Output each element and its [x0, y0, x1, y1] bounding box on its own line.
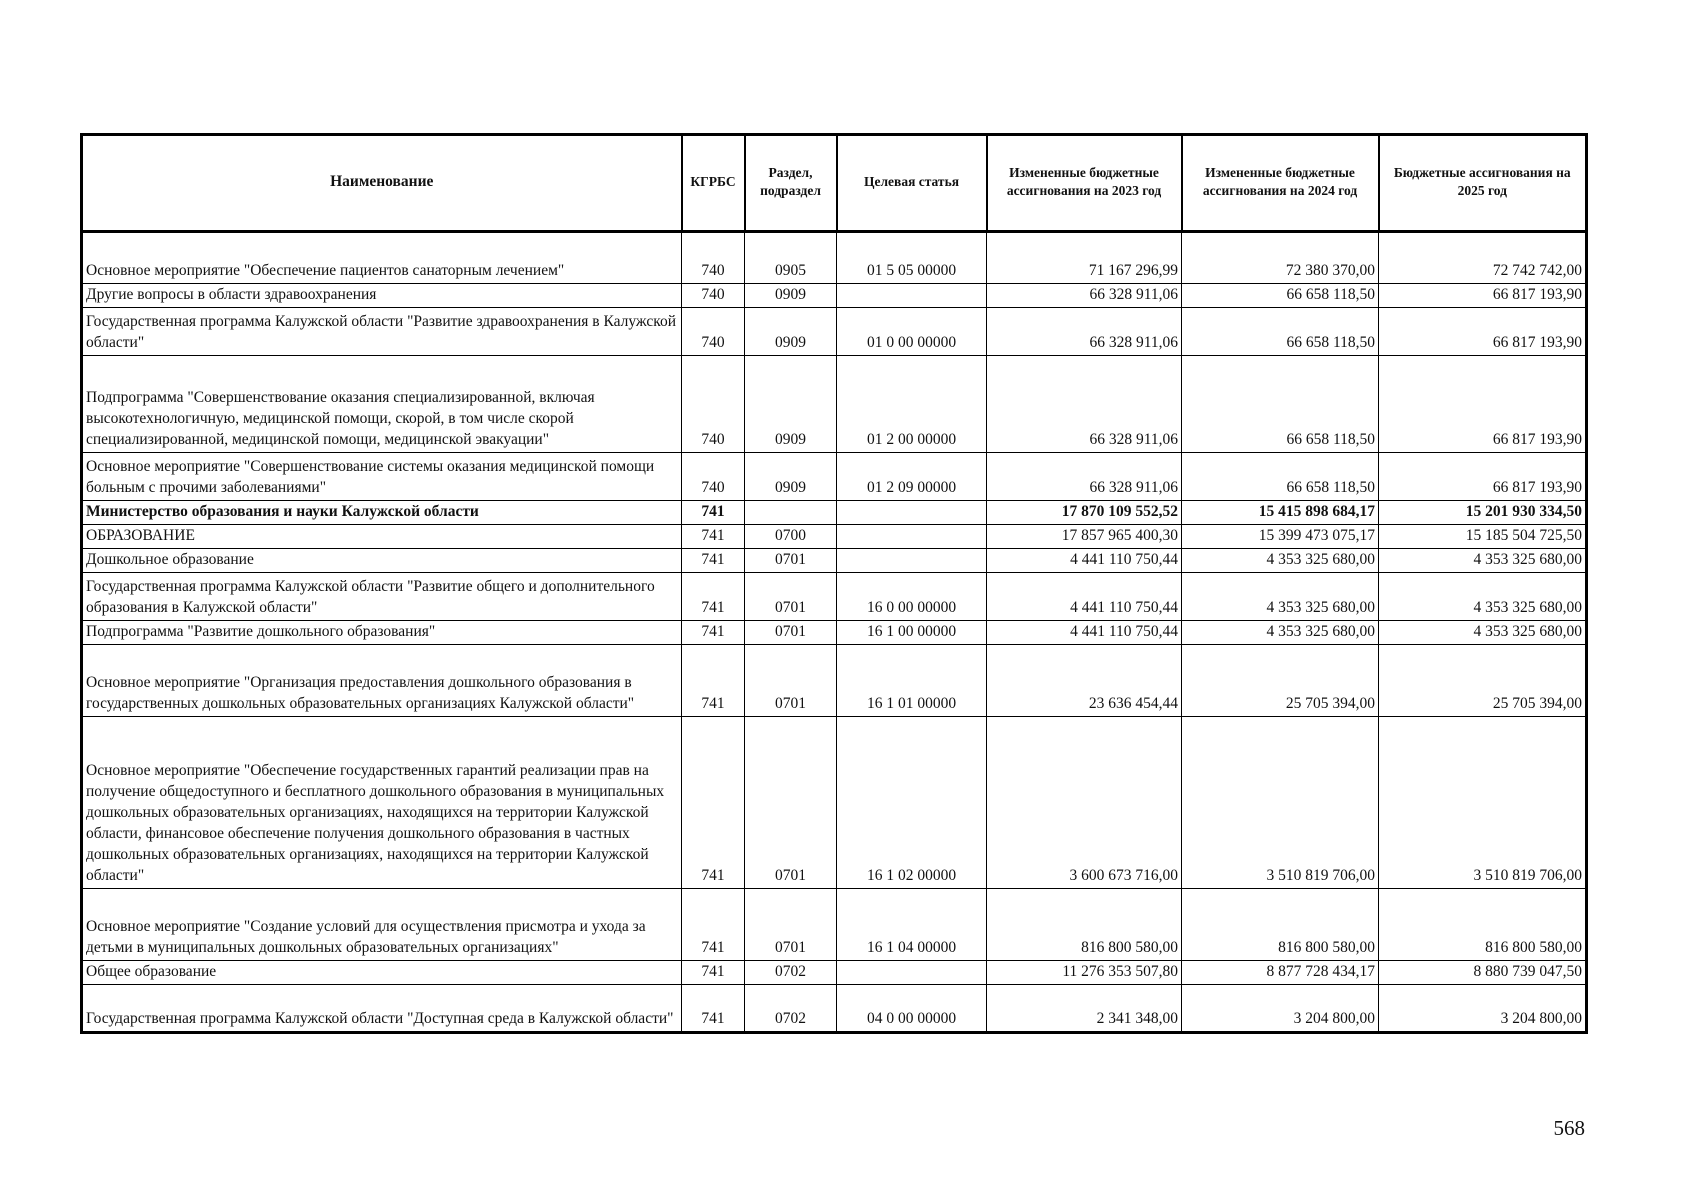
row-name: Государственная программа Калужской области "Развитие здравоохранения в Калужской области" [82, 308, 682, 356]
row-name: Основное мероприятие "Создание условий для осуществления присмотра и ухода за детьми в муниципальных дошкольных образовательных организациях" [82, 889, 682, 961]
row-2024: 66 658 118,50 [1182, 453, 1379, 501]
table-row [82, 621, 1587, 645]
row-kgrbs: 740 [682, 453, 745, 501]
row-2023: 4 441 110 750,44 [987, 621, 1182, 645]
row-2023: 66 328 911,06 [987, 356, 1182, 453]
row-2025: 3 204 800,00 [1379, 985, 1587, 1033]
row-2025: 66 817 193,90 [1379, 308, 1587, 356]
row-target: 16 1 04 00000 [837, 889, 987, 961]
table-row [82, 232, 1587, 284]
row-2024: 15 399 473 075,17 [1182, 525, 1379, 549]
row-2023: 2 341 348,00 [987, 985, 1182, 1033]
row-kgrbs: 740 [682, 232, 745, 284]
row-target [837, 525, 987, 549]
row-name: ОБРАЗОВАНИЕ [82, 525, 682, 549]
row-section: 0909 [745, 308, 837, 356]
row-section: 0909 [745, 284, 837, 308]
row-2023: 17 857 965 400,30 [987, 525, 1182, 549]
header-kgrbs: КГРБС [682, 135, 745, 232]
row-target: 01 2 09 00000 [837, 453, 987, 501]
row-2024: 15 415 898 684,17 [1182, 501, 1379, 525]
header-name: Наименование [82, 135, 682, 232]
row-kgrbs: 741 [682, 525, 745, 549]
row-target: 16 1 00 00000 [837, 621, 987, 645]
row-2023: 23 636 454,44 [987, 645, 1182, 717]
table-row [82, 453, 1587, 501]
row-2024: 66 658 118,50 [1182, 308, 1379, 356]
table-row [82, 525, 1587, 549]
table-row [82, 573, 1587, 621]
row-kgrbs: 741 [682, 717, 745, 889]
row-section: 0701 [745, 645, 837, 717]
row-section: 0909 [745, 356, 837, 453]
row-2024: 3 510 819 706,00 [1182, 717, 1379, 889]
row-target: 01 0 00 00000 [837, 308, 987, 356]
row-kgrbs: 741 [682, 645, 745, 717]
header-section: Раздел, подраздел [745, 135, 837, 232]
row-2024: 25 705 394,00 [1182, 645, 1379, 717]
row-name: Государственная программа Калужской области "Доступная среда в Калужской области" [82, 985, 682, 1033]
row-2024: 72 380 370,00 [1182, 232, 1379, 284]
table-row [82, 308, 1587, 356]
row-section: 0702 [745, 961, 837, 985]
row-kgrbs: 741 [682, 621, 745, 645]
row-name: Основное мероприятие "Обеспечение государственных гарантий реализации прав на получение общедоступного и бесплатного дошкольного образования в муниципальных дошкольных образовательных организациях, находящихся на территории Калужской области, финансовое обеспечение получения дошкольного образования в частных дошкольных образовательных организациях, находящихся на территории Калужской области" [82, 717, 682, 889]
row-kgrbs: 740 [682, 308, 745, 356]
header-row [82, 135, 1587, 232]
table-row [82, 985, 1587, 1033]
row-2024: 8 877 728 434,17 [1182, 961, 1379, 985]
row-section: 0701 [745, 889, 837, 961]
row-name: Подпрограмма "Развитие дошкольного образования" [82, 621, 682, 645]
row-section: 0702 [745, 985, 837, 1033]
row-2023: 71 167 296,99 [987, 232, 1182, 284]
row-2024: 4 353 325 680,00 [1182, 573, 1379, 621]
row-name: Государственная программа Калужской области "Развитие общего и дополнительного образования в Калужской области" [82, 573, 682, 621]
row-2025: 25 705 394,00 [1379, 645, 1587, 717]
row-2023: 816 800 580,00 [987, 889, 1182, 961]
row-section: 0701 [745, 621, 837, 645]
table-row [82, 549, 1587, 573]
row-section: 0700 [745, 525, 837, 549]
row-kgrbs: 741 [682, 889, 745, 961]
table-row [82, 717, 1587, 889]
row-target [837, 501, 987, 525]
row-2024: 66 658 118,50 [1182, 284, 1379, 308]
header-2025: Бюджетные ассигнования на 2025 год [1379, 135, 1587, 232]
row-name: Основное мероприятие "Организация предоставления дошкольного образования в государственных дошкольных образовательных организациях Калужской области" [82, 645, 682, 717]
row-kgrbs: 741 [682, 985, 745, 1033]
row-target: 01 5 05 00000 [837, 232, 987, 284]
table-row [82, 889, 1587, 961]
table-row [82, 501, 1587, 525]
row-section: 0905 [745, 232, 837, 284]
row-2025: 4 353 325 680,00 [1379, 549, 1587, 573]
row-target [837, 549, 987, 573]
row-2025: 816 800 580,00 [1379, 889, 1587, 961]
row-2025: 66 817 193,90 [1379, 356, 1587, 453]
row-2025: 66 817 193,90 [1379, 453, 1587, 501]
row-section: 0701 [745, 717, 837, 889]
row-2024: 66 658 118,50 [1182, 356, 1379, 453]
row-2023: 66 328 911,06 [987, 308, 1182, 356]
row-name: Основное мероприятие "Обеспечение пациентов санаторным лечением" [82, 232, 682, 284]
budget-table [80, 133, 1588, 1034]
row-section: 0909 [745, 453, 837, 501]
table-row [82, 356, 1587, 453]
row-2023: 4 441 110 750,44 [987, 573, 1182, 621]
row-kgrbs: 741 [682, 573, 745, 621]
row-2023: 66 328 911,06 [987, 284, 1182, 308]
row-name: Другие вопросы в области здравоохранения [82, 284, 682, 308]
row-name: Дошкольное образование [82, 549, 682, 573]
row-2023: 11 276 353 507,80 [987, 961, 1182, 985]
row-kgrbs: 740 [682, 284, 745, 308]
row-target [837, 284, 987, 308]
row-2025: 8 880 739 047,50 [1379, 961, 1587, 985]
header-target: Целевая статья [837, 135, 987, 232]
header-2024: Измененные бюджетные ассигнования на 2024 год [1182, 135, 1379, 232]
row-kgrbs: 741 [682, 961, 745, 985]
row-2023: 4 441 110 750,44 [987, 549, 1182, 573]
row-2023: 66 328 911,06 [987, 453, 1182, 501]
table-header [82, 135, 1587, 232]
row-target: 16 1 01 00000 [837, 645, 987, 717]
row-2025: 15 201 930 334,50 [1379, 501, 1587, 525]
table-row [82, 284, 1587, 308]
row-2025: 4 353 325 680,00 [1379, 621, 1587, 645]
row-2024: 816 800 580,00 [1182, 889, 1379, 961]
row-2025: 3 510 819 706,00 [1379, 717, 1587, 889]
row-target: 16 0 00 00000 [837, 573, 987, 621]
table-row [82, 961, 1587, 985]
row-name: Министерство образования и науки Калужской области [82, 501, 682, 525]
row-target: 01 2 00 00000 [837, 356, 987, 453]
row-target: 04 0 00 00000 [837, 985, 987, 1033]
row-2024: 4 353 325 680,00 [1182, 549, 1379, 573]
row-target: 16 1 02 00000 [837, 717, 987, 889]
row-2023: 3 600 673 716,00 [987, 717, 1182, 889]
row-section: 0701 [745, 549, 837, 573]
row-kgrbs: 740 [682, 356, 745, 453]
row-name: Подпрограмма "Совершенствование оказания специализированной, включая высокотехнологичную, медицинской помощи, скорой, в том числе скорой специализированной, медицинской помощи, медицинской эвакуации" [82, 356, 682, 453]
row-2025: 72 742 742,00 [1379, 232, 1587, 284]
row-section [745, 501, 837, 525]
row-2025: 66 817 193,90 [1379, 284, 1587, 308]
row-name: Общее образование [82, 961, 682, 985]
page-number: 568 [1553, 1116, 1585, 1140]
row-name: Основное мероприятие "Совершенствование системы оказания медицинской помощи больным с прочими заболеваниями" [82, 453, 682, 501]
header-2023: Измененные бюджетные ассигнования на 2023 год [987, 135, 1182, 232]
row-section: 0701 [745, 573, 837, 621]
row-2025: 15 185 504 725,50 [1379, 525, 1587, 549]
row-2024: 4 353 325 680,00 [1182, 621, 1379, 645]
row-target [837, 961, 987, 985]
row-2023: 17 870 109 552,52 [987, 501, 1182, 525]
table-row [82, 645, 1587, 717]
table-body [82, 232, 1587, 1033]
row-2024: 3 204 800,00 [1182, 985, 1379, 1033]
row-2025: 4 353 325 680,00 [1379, 573, 1587, 621]
row-kgrbs: 741 [682, 549, 745, 573]
row-kgrbs: 741 [682, 501, 745, 525]
